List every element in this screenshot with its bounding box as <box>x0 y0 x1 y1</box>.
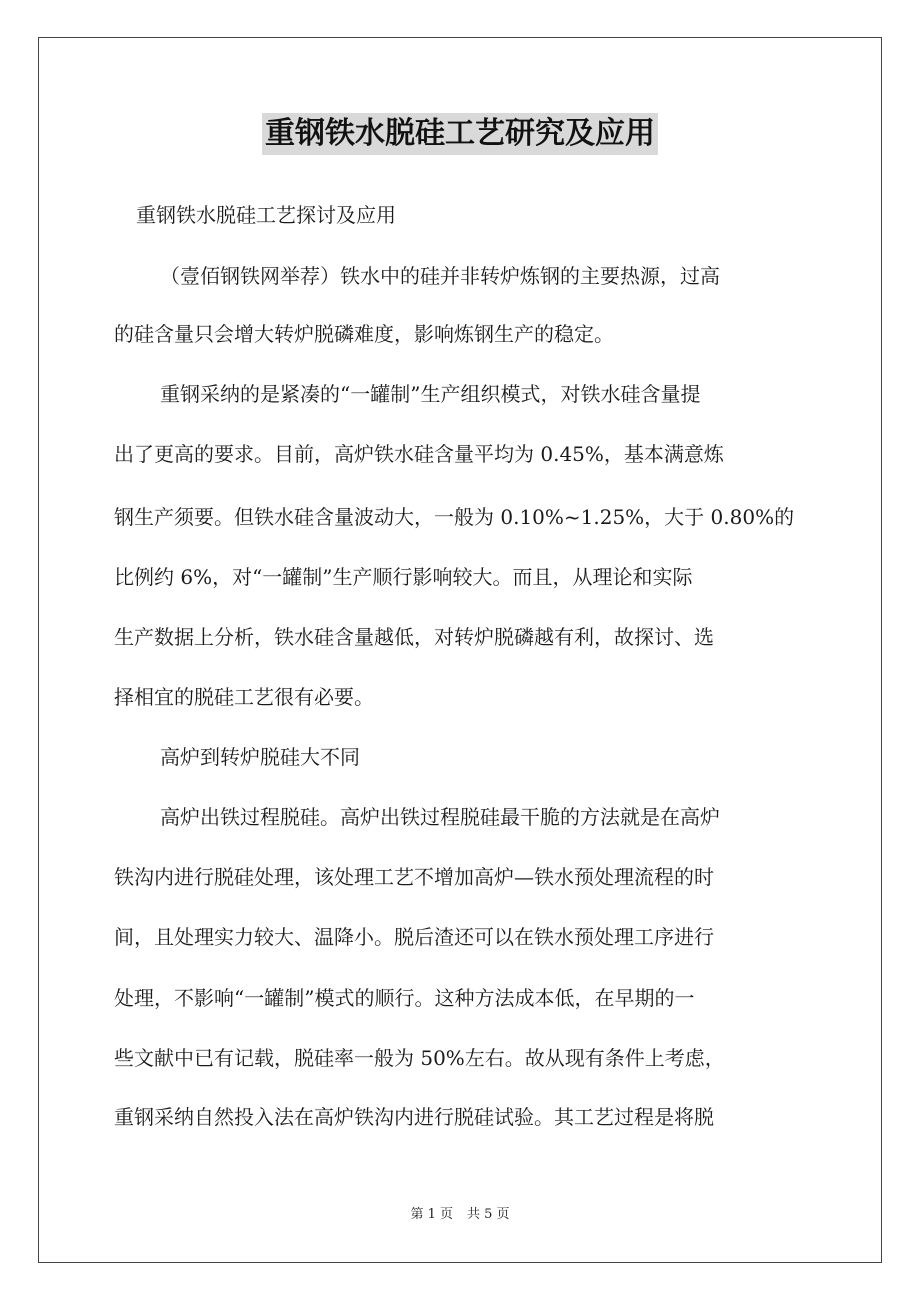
text-line: 间，且处理实力较大、温降小。脱后渣还可以在铁水预处理工序进行 <box>114 925 714 949</box>
text-line: 的硅含量只会增大转炉脱磷难度，影响炼钢生产的稳定。 <box>114 322 614 346</box>
page-total: 共 5 页 <box>467 1207 510 1222</box>
text-line: 生产数据上分析，铁水硅含量越低，对转炉脱磷越有利，故探讨、选 <box>114 625 714 649</box>
text-line: 处理，不影响“一罐制”模式的顺行。这种方法成本低，在早期的一 <box>114 986 695 1010</box>
title-wrap <box>0 113 920 155</box>
text-line: 重钢采纳的是紧凑的“一罐制”生产组织模式，对铁水硅含量提 <box>160 382 701 406</box>
text-line: 铁沟内进行脱硅处理，该处理工艺不增加高炉—铁水预处理流程的时 <box>114 865 714 889</box>
page-footer <box>0 1206 920 1224</box>
text-line: 重钢采纳自然投入法在高炉铁沟内进行脱硅试验。其工艺过程是将脱 <box>114 1105 714 1129</box>
text-line: 钢生产须要。但铁水硅含量波动大，一般为 0.10%~1.25%，大于 0.80%的 <box>114 505 795 529</box>
page-number: 第 1 页 <box>410 1207 453 1222</box>
section-heading: 高炉到转炉脱硅大不同 <box>160 745 360 769</box>
text-line: （壹佰钢铁网举荐）铁水中的硅并非转炉炼钢的主要热源，过高 <box>160 264 720 288</box>
text-line: 高炉出铁过程脱硅。高炉出铁过程脱硅最干脆的方法就是在高炉 <box>160 805 720 829</box>
text-line: 择相宜的脱硅工艺很有必要。 <box>114 685 374 709</box>
text-line: 出了更高的要求。目前，高炉铁水硅含量平均为 0.45%，基本满意炼 <box>114 442 724 466</box>
text-line: 些文献中已有记载，脱硅率一般为 50%左右。故从现有条件上考虑， <box>114 1046 725 1070</box>
subtitle-line: 重钢铁水脱硅工艺探讨及应用 <box>136 203 396 227</box>
document-title: 重钢铁水脱硅工艺研究及应用 <box>262 113 658 155</box>
text-line: 比例约 6%，对“一罐制”生产顺行影响较大。而且，从理论和实际 <box>114 565 693 589</box>
